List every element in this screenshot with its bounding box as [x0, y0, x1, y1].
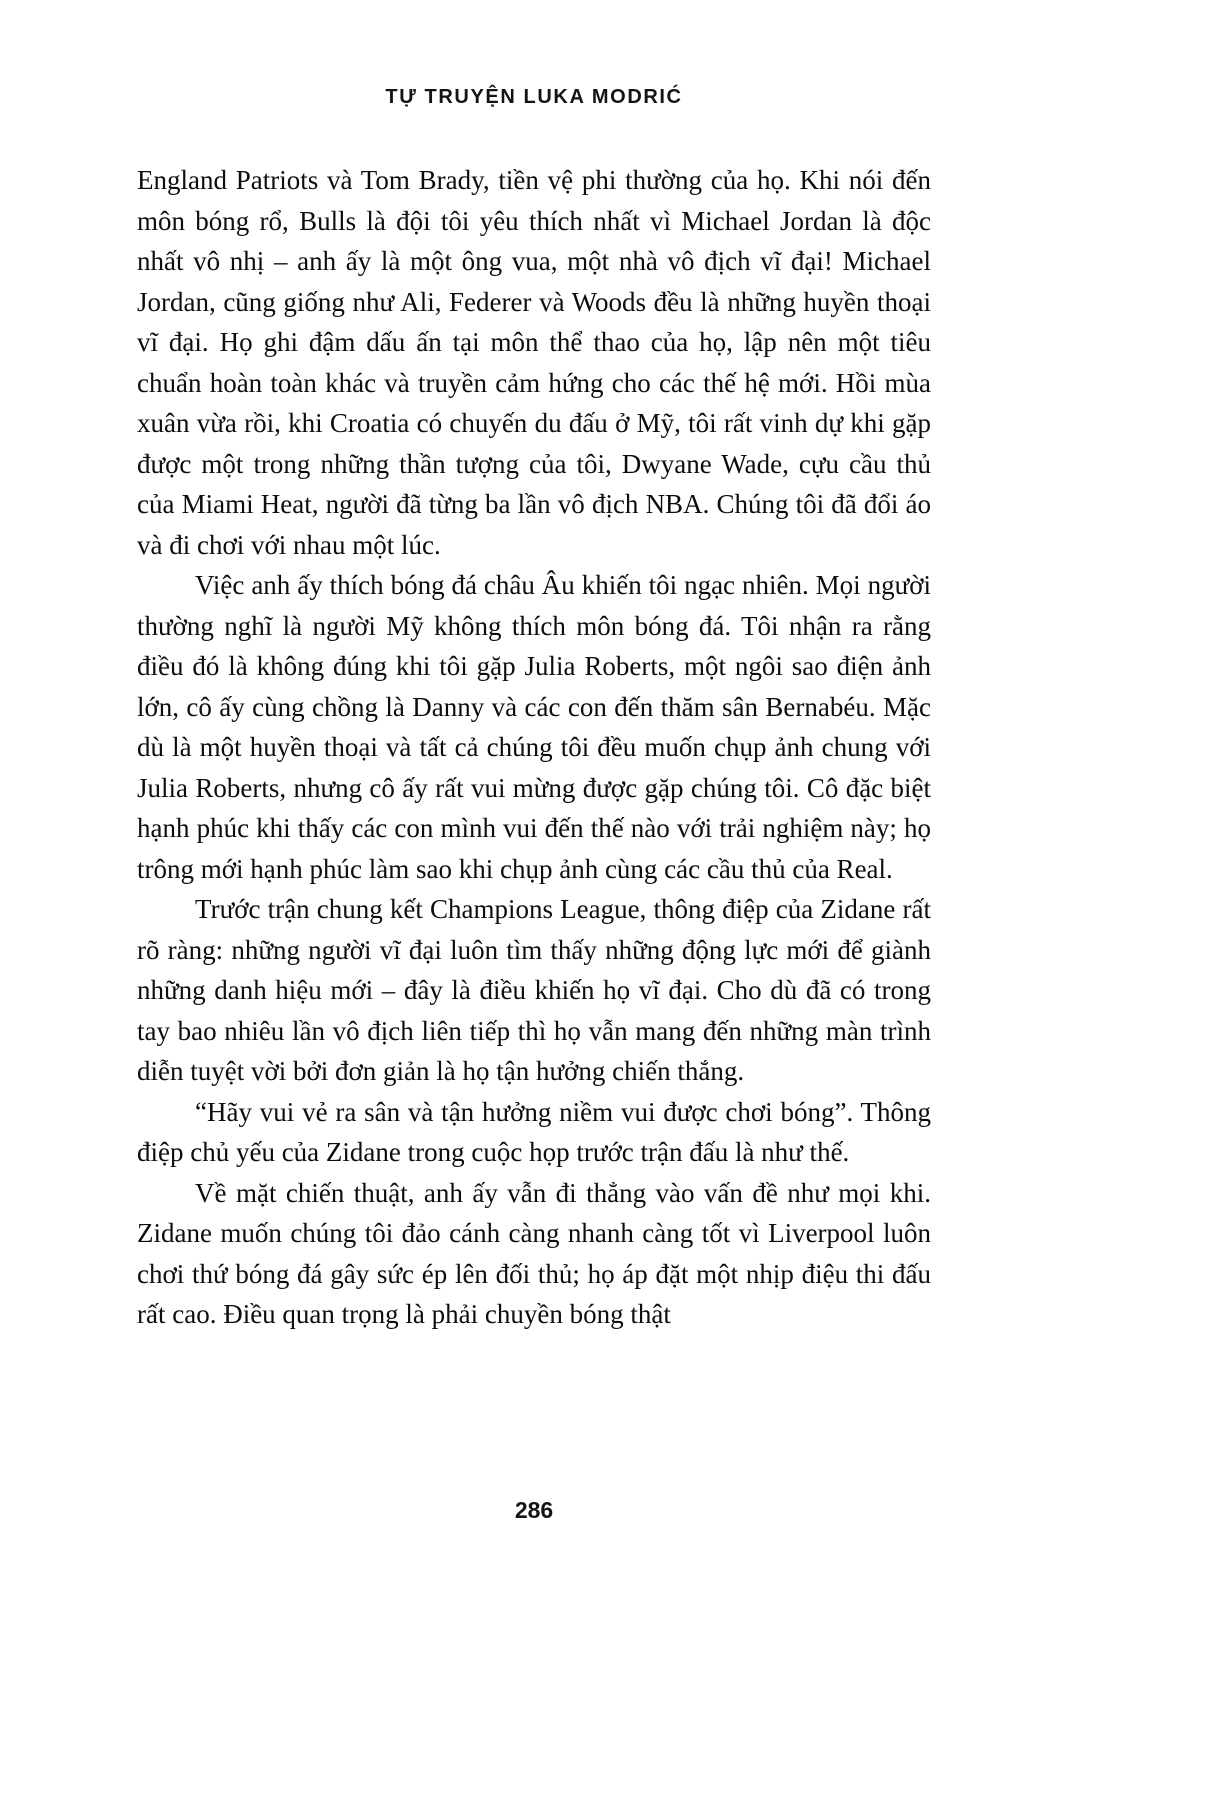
- paragraph: Việc anh ấy thích bóng đá châu Âu khiến tôi ngạc nhiên. Mọi người thường nghĩ là người Mỹ không thích môn bóng đá. Tôi nhận ra rằng điều đó là không đúng khi tôi gặp Julia Roberts, một ngôi sao điện ảnh lớn, cô ấy cùng chồng là Danny và các con đến thăm sân Bernabéu. Mặc dù là một huyền thoại và tất cả chúng tôi đều muốn chụp ảnh chung với Julia Roberts, nhưng cô ấy rất vui mừng được gặp chúng tôi. Cô đặc biệt hạnh phúc khi thấy các con mình vui đến thế nào với trải nghiệm này; họ trông mới hạnh phúc làm sao khi chụp ảnh cùng các cầu thủ của Real.: [137, 570, 931, 884]
- paragraph: Trước trận chung kết Champions League, thông điệp của Zidane rất rõ ràng: những người vĩ đại luôn tìm thấy những động lực mới để giành những danh hiệu mới – đây là điều khiến họ vĩ đại. Cho dù đã có trong tay bao nhiêu lần vô địch liên tiếp thì họ vẫn mang đến những màn trình diễn tuyệt vời bởi đơn giản là họ tận hưởng chiến thắng.: [137, 894, 931, 1086]
- paragraph: Về mặt chiến thuật, anh ấy vẫn đi thẳng vào vấn đề như mọi khi. Zidane muốn chúng tôi đảo cánh càng nhanh càng tốt vì Liverpool luôn chơi thứ bóng đá gây sức ép lên đối thủ; họ áp đặt một nhịp điệu thi đấu rất cao. Điều quan trọng là phải chuyền bóng thật: [137, 1177, 931, 1329]
- text-block: [137, 160, 931, 1335]
- paragraph: “Hãy vui vẻ ra sân và tận hưởng niềm vui được chơi bóng”. Thông điệp chủ yếu của Zidane trong cuộc họp trước trận đấu là như thế.: [137, 1096, 931, 1167]
- running-header: TỰ TRUYỆN LUKA MODRIĆ: [385, 86, 683, 108]
- page-number: 286: [514, 1497, 554, 1523]
- paragraph: England Patriots và Tom Brady, tiền vệ phi thường của họ. Khi nói đến môn bóng rổ, Bulls là đội tôi yêu thích nhất vì Michael Jordan là độc nhất vô nhị – anh ấy là một ông vua, một nhà vô địch vĩ đại! Michael Jordan, cũng giống như Ali, Federer và Woods đều là những huyền thoại vĩ đại. Họ ghi đậm dấu ấn tại môn thể thao của họ, lập nên một tiêu chuẩn hoàn toàn khác và truyền cảm hứng cho các thế hệ mới. Hồi mùa xuân vừa rồi, khi Croatia có chuyến du đấu ở Mỹ, tôi rất vinh dự khi gặp được một trong những thần tượng của tôi, Dwyane Wade, cựu cầu thủ của Miami Heat, người đã từng ba lần vô địch NBA. Chúng tôi đã đổi áo và đi chơi với nhau một lúc.: [137, 165, 931, 560]
